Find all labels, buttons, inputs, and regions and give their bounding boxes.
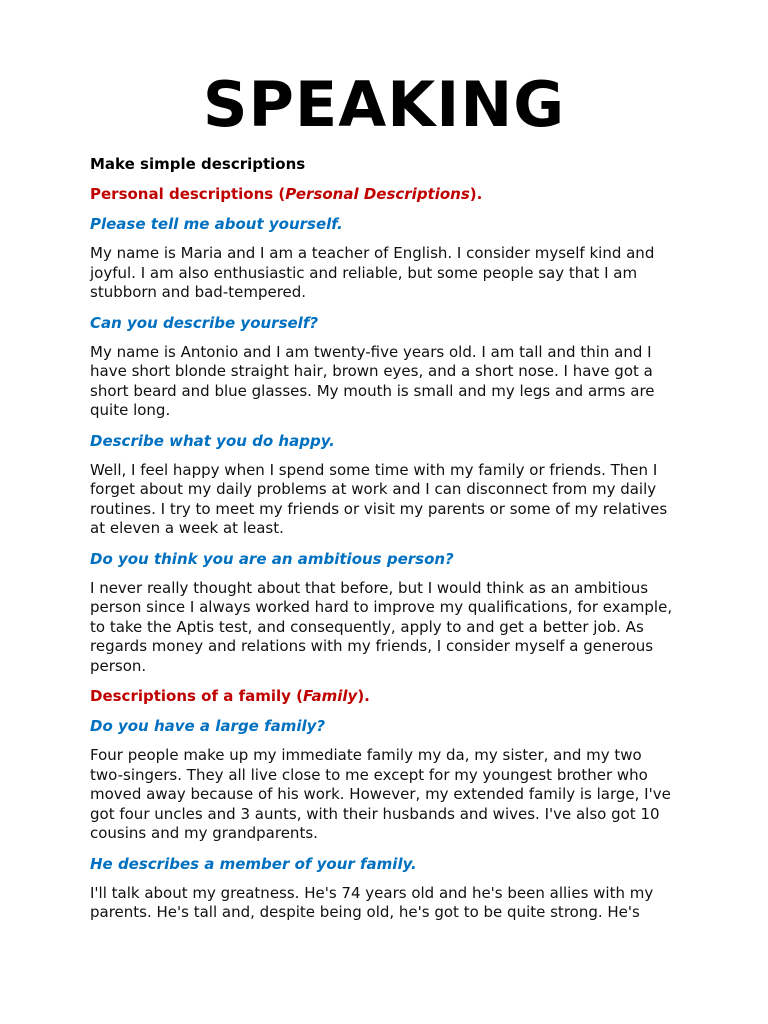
section-heading-prefix: Personal descriptions (: [90, 185, 286, 203]
answer: Four people make up my immediate family my da, my sister, and my two two-singers. They all live close to me except for my youngest brother who moved away because of his work. However, my extended family is large, I've got four uncles and 3 aunts, with their husbands and wives. I've also got 10 cousins and my grandparents.: [90, 746, 671, 842]
answer: My name is Antonio and I am twenty-five years old. I am tall and thin and I have short blonde straight hair, brown eyes, and a short nose. I have got a short beard and blue glasses. My mouth is small and my legs and arms are quite long.: [90, 342, 655, 419]
section-heading-suffix: ).: [357, 687, 370, 705]
answer: My name is Maria and I am a teacher of English. I consider myself kind and joyful. I am also enthusiastic and reliable, but some people say that I am stubborn and bad-tempered.: [90, 244, 655, 301]
section-heading-emphasis: Personal Descriptions: [285, 185, 470, 203]
question: Do you think you are an ambitious person?: [90, 549, 454, 568]
question: Describe what you do happy.: [90, 431, 335, 450]
section-heading-suffix: ).: [469, 185, 483, 203]
question: Do you have a large family?: [90, 717, 326, 735]
answer: I never really thought about that before, but I would think as an ambitious person since I always worked hard to improve my qualifications, for example, to take the Aptis test, and consequently, apply to and get a better job. As regards money and relations with my friends, I consider myself a generous person.: [90, 578, 673, 675]
page-title: SPEAKING: [202, 68, 566, 141]
section-heading-emphasis: Family: [302, 687, 358, 705]
document-subtitle: Make simple descriptions: [90, 155, 306, 173]
section-heading-prefix: Descriptions of a family (: [90, 687, 303, 705]
question: Please tell me about yourself.: [90, 215, 343, 233]
question: Can you describe yourself?: [90, 313, 319, 332]
answer: Well, I feel happy when I spend some time with my family or friends. Then I forget about my daily problems at work and I can disconnect from my daily routines. I try to meet my friends or visit my parents or some of my relatives at eleven a week at least.: [90, 460, 668, 537]
answer: I'll talk about my greatness. He's 74 years old and he's been allies with my parents. He's tall and, despite being old, he's got to be quite strong. He's: [90, 883, 654, 921]
section-heading-personal: [90, 184, 678, 204]
section-heading-family: [90, 686, 678, 706]
question: He describes a member of your family.: [90, 854, 417, 873]
